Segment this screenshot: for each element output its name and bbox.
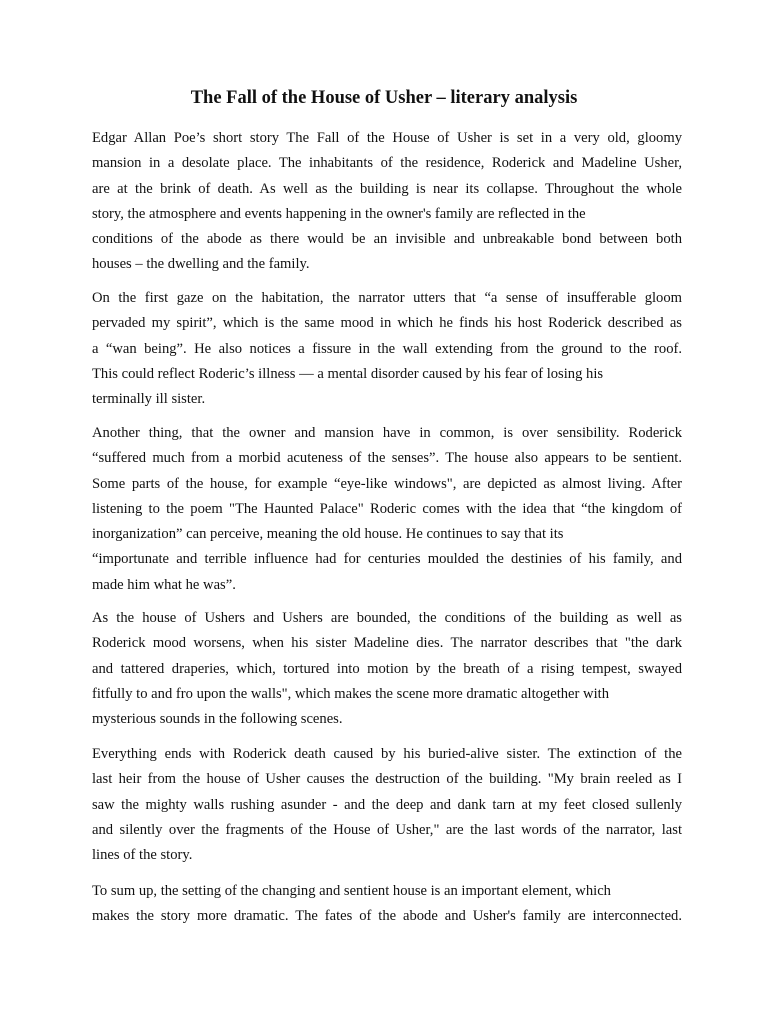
paragraph-line: “importunate and terrible influence had for centuries moulded the destinies of his family, and (92, 551, 682, 568)
paragraph-line: are at the brink of death. As well as the building is near its collapse. Throughout the whole (92, 180, 682, 197)
document-title: The Fall of the House of Usher – literary analysis (190, 88, 578, 108)
paragraph-line: and silently over the fragments of the House of Usher," are the last words of the narrator, last (92, 821, 682, 838)
paragraph-line: inorganization” can perceive, meaning the old house. He continues to say that its (92, 526, 564, 543)
paragraph-line: Some parts of the house, for example “eye-like windows", are depicted as almost living. After (92, 475, 682, 492)
paragraph-line: makes the story more dramatic. The fates of the abode and Usher's family are interconnected. (92, 908, 682, 925)
paragraph-4 (92, 606, 682, 732)
paragraph-line: To sum up, the setting of the changing and sentient house is an important element, which (92, 883, 611, 899)
paragraph-line: made him what he was”. (92, 576, 236, 593)
paragraph-line: Another thing, that the owner and mansion have in common, is over sensibility. Roderick (92, 425, 682, 441)
paragraph-line: As the house of Ushers and Ushers are bounded, the conditions of the building as well as (92, 610, 682, 626)
paragraph-5 (92, 742, 682, 868)
paragraph-1 (92, 126, 682, 278)
paragraph-line: story, the atmosphere and events happening in the owner's family are reflected in the (92, 205, 586, 222)
paragraph-line: and tattered draperies, which, tortured into motion by the breath of a rising tempest, swayed (92, 660, 682, 677)
paragraph-line: This could reflect Roderic’s illness — a mental disorder caused by his fear of losing his (92, 365, 604, 382)
paragraph-3 (92, 421, 682, 598)
paragraph-line: terminally ill sister. (92, 391, 206, 408)
paragraph-line: listening to the poem "The Haunted Palace" Roderic comes with the idea that “the kingdom of (92, 500, 682, 517)
paragraph-line: Edgar Allan Poe’s short story The Fall of the House of Usher is set in a very old, gloomy (92, 130, 682, 146)
paragraph-line: “suffered much from a morbid acuteness of the senses”. The house also appears to be sentient. (92, 450, 682, 467)
paragraph-line: houses – the dwelling and the family. (92, 256, 310, 273)
paragraph-line: mysterious sounds in the following scenes. (92, 711, 343, 728)
paragraph-line: conditions of the abode as there would be an invisible and unbreakable bond between both (92, 231, 682, 248)
paragraph-6 (92, 879, 682, 930)
paragraph-line: fitfully to and fro upon the walls", which makes the scene more dramatic altogether with (92, 685, 609, 702)
paragraph-line: last heir from the house of Usher causes the destruction of the building. "My brain reeled as I (92, 771, 682, 788)
paragraph-line: Everything ends with Roderick death caused by his buried-alive sister. The extinction of the (92, 746, 682, 762)
paragraph-line: lines of the story. (92, 847, 193, 864)
paragraph-line: a “wan being”. He also notices a fissure in the wall extending from the ground to the roof. (92, 340, 682, 357)
paragraph-2 (92, 286, 682, 412)
paragraph-line: On the first gaze on the habitation, the narrator utters that “a sense of insufferable gloom (92, 290, 682, 306)
paragraph-line: pervaded my spirit”, which is the same mood in which he finds his host Roderick described as (92, 315, 682, 332)
paragraph-line: saw the mighty walls rushing asunder - and the deep and dank tarn at my feet closed sullenly (92, 796, 682, 813)
paragraph-line: Roderick mood worsens, when his sister Madeline dies. The narrator describes that "the dark (92, 635, 682, 652)
paragraph-line: mansion in a desolate place. The inhabitants of the residence, Roderick and Madeline Usher, (92, 155, 682, 172)
